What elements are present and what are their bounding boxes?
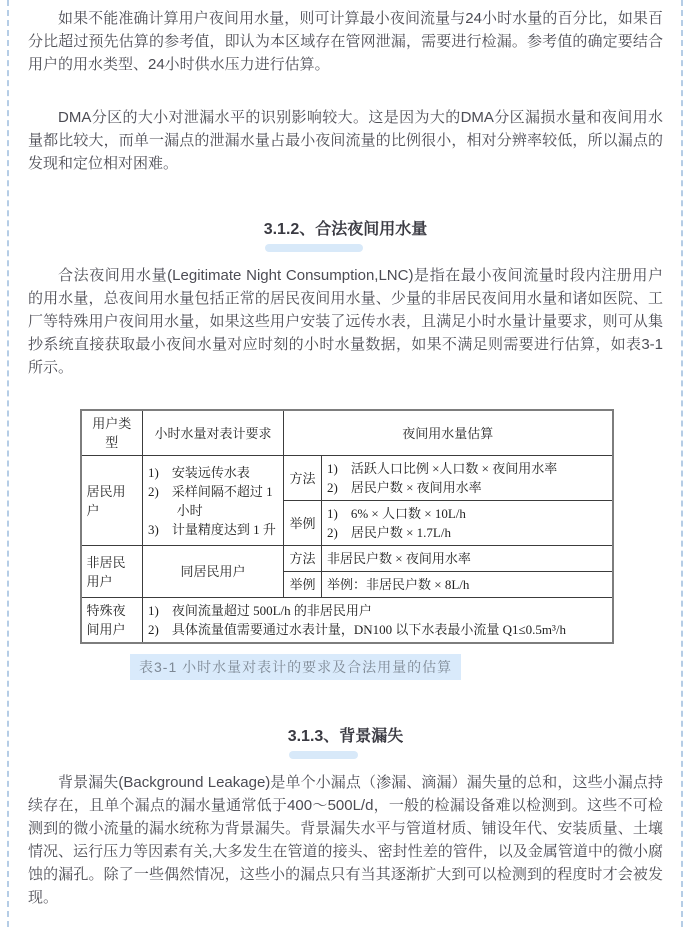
resident-requirement-2: 2) 采样间隔不超过 1 小时 [148,483,273,518]
table-header-row [81,410,613,456]
resident-example-1: 1) 6% × 人口数 × 10L/h [327,506,466,521]
resident-requirement-1: 1) 安装远传水表 [148,464,250,480]
resident-requirements-cell [143,456,284,546]
special-item-2: 2) 具体流量值需要通过水表计量，DN100 以下水表最小流量 Q1≤0.5m³/h [148,622,566,637]
header-night-estimation: 夜间用水量估算 [284,410,613,456]
non-resident-example-label: 举例 [284,572,322,598]
non-resident-example-cell: 举例：非居民户数 × 8L/h [322,572,613,598]
paragraph-dma-size: DMA分区的大小对泄漏水平的识别影响较大。这是因为大的DMA分区漏损水量和夜间用水量都比较大，而单一漏点的泄漏水量占最小夜间流量的比例很小，相对分辨率较低，所以漏点的发现和定位相对困难。 [28,109,663,172]
non-resident-method-label: 方法 [284,546,322,572]
table-3-1 [80,409,614,644]
heading-highlight: 3.1.2、合法夜间用水量 [264,219,428,243]
paragraph-percentage-method: 如果不能准确计算用户夜间用水量，则可计算最小夜间流量与24小时水量的百分比，如果百分比超过预先估算的参考值，即认为本区域存在管网泄漏，需要进行检漏。参考值的确定要结合用户的用水类型、24小时供水压力进行估算。 [28,10,663,73]
resident-type-cell: 居民用户 [81,456,143,546]
non-resident-requirements-cell: 同居民用户 [143,546,284,598]
special-item-1: 1) 夜间流量超过 500L/h 的非居民用户 [148,603,372,618]
special-user-row [81,598,613,644]
table-caption [28,654,663,680]
table-3-1-wrapper [80,409,612,644]
special-items-cell [143,598,613,644]
non-resident-method-row [81,546,613,572]
paragraph-background-leakage: 背景漏失(Background Leakage)是单个小漏点（渗漏、滴漏）漏失量的总和，这些小漏点持续存在，且单个漏点的漏水量通常低于400～500L/d，一般的检漏设备难以检测到。这些不可检测到的微小流量的漏水统称为背景漏失。背景漏失水平与管道材质、铺设年代、安装质量、土壤情况、运行压力等因素有关,大多发生在管道的接头、密封性差的管件，以及金属管道中的微小腐蚀的漏孔。除了一些偶然情况，这些小的漏点只有当其逐渐扩大到可以检测到的程度时才会被发现。 [28,774,663,906]
non-resident-method-cell: 非居民户数 × 夜间用水率 [322,546,613,572]
resident-methods-cell [322,456,613,501]
resident-method-label: 方法 [284,456,322,501]
resident-example-label: 举例 [284,501,322,546]
paragraph-lnc-definition: 合法夜间用水量(Legitimate Night Consumption,LNC)是指在最小夜间流量时段内注册用户的用水量，总夜间用水量包括正常的居民夜间用水量、少量的非居民夜间用水量和诸如医院、工厂等特殊用户夜间用水量，如果这些用户安装了远传水表，且满足小时水量计量要求，则可从集抄系统直接获取最小夜间水量对应时刻的小时水量数据，如果不满足则需要进行估算，如表3-1所示。 [28,267,663,376]
header-user-type: 用户类型 [81,410,143,456]
resident-method-row [81,456,613,501]
dashed-frame [7,0,683,927]
resident-requirement-3: 3) 计量精度达到 1 升 [148,521,276,537]
resident-method-1: 1) 活跃人口比例 ×人口数 × 夜间用水率 [327,461,558,476]
header-hourly-requirement: 小时水量对表计要求 [143,410,284,456]
resident-method-2: 2) 居民户数 × 夜间用水率 [327,480,482,495]
resident-examples-cell [322,501,613,546]
section-heading-3-1-3 [28,726,663,750]
resident-example-2: 2) 居民户数 × 1.7L/h [327,525,451,540]
section-heading-3-1-2 [28,219,663,243]
non-resident-type-cell: 非居民用户 [81,546,143,598]
heading-highlight: 3.1.3、背景漏失 [288,726,404,750]
special-type-cell: 特殊夜间用户 [81,598,143,644]
table-caption-highlight: 表3-1 小时水量对表计的要求及合法用量的估算 [130,654,461,680]
